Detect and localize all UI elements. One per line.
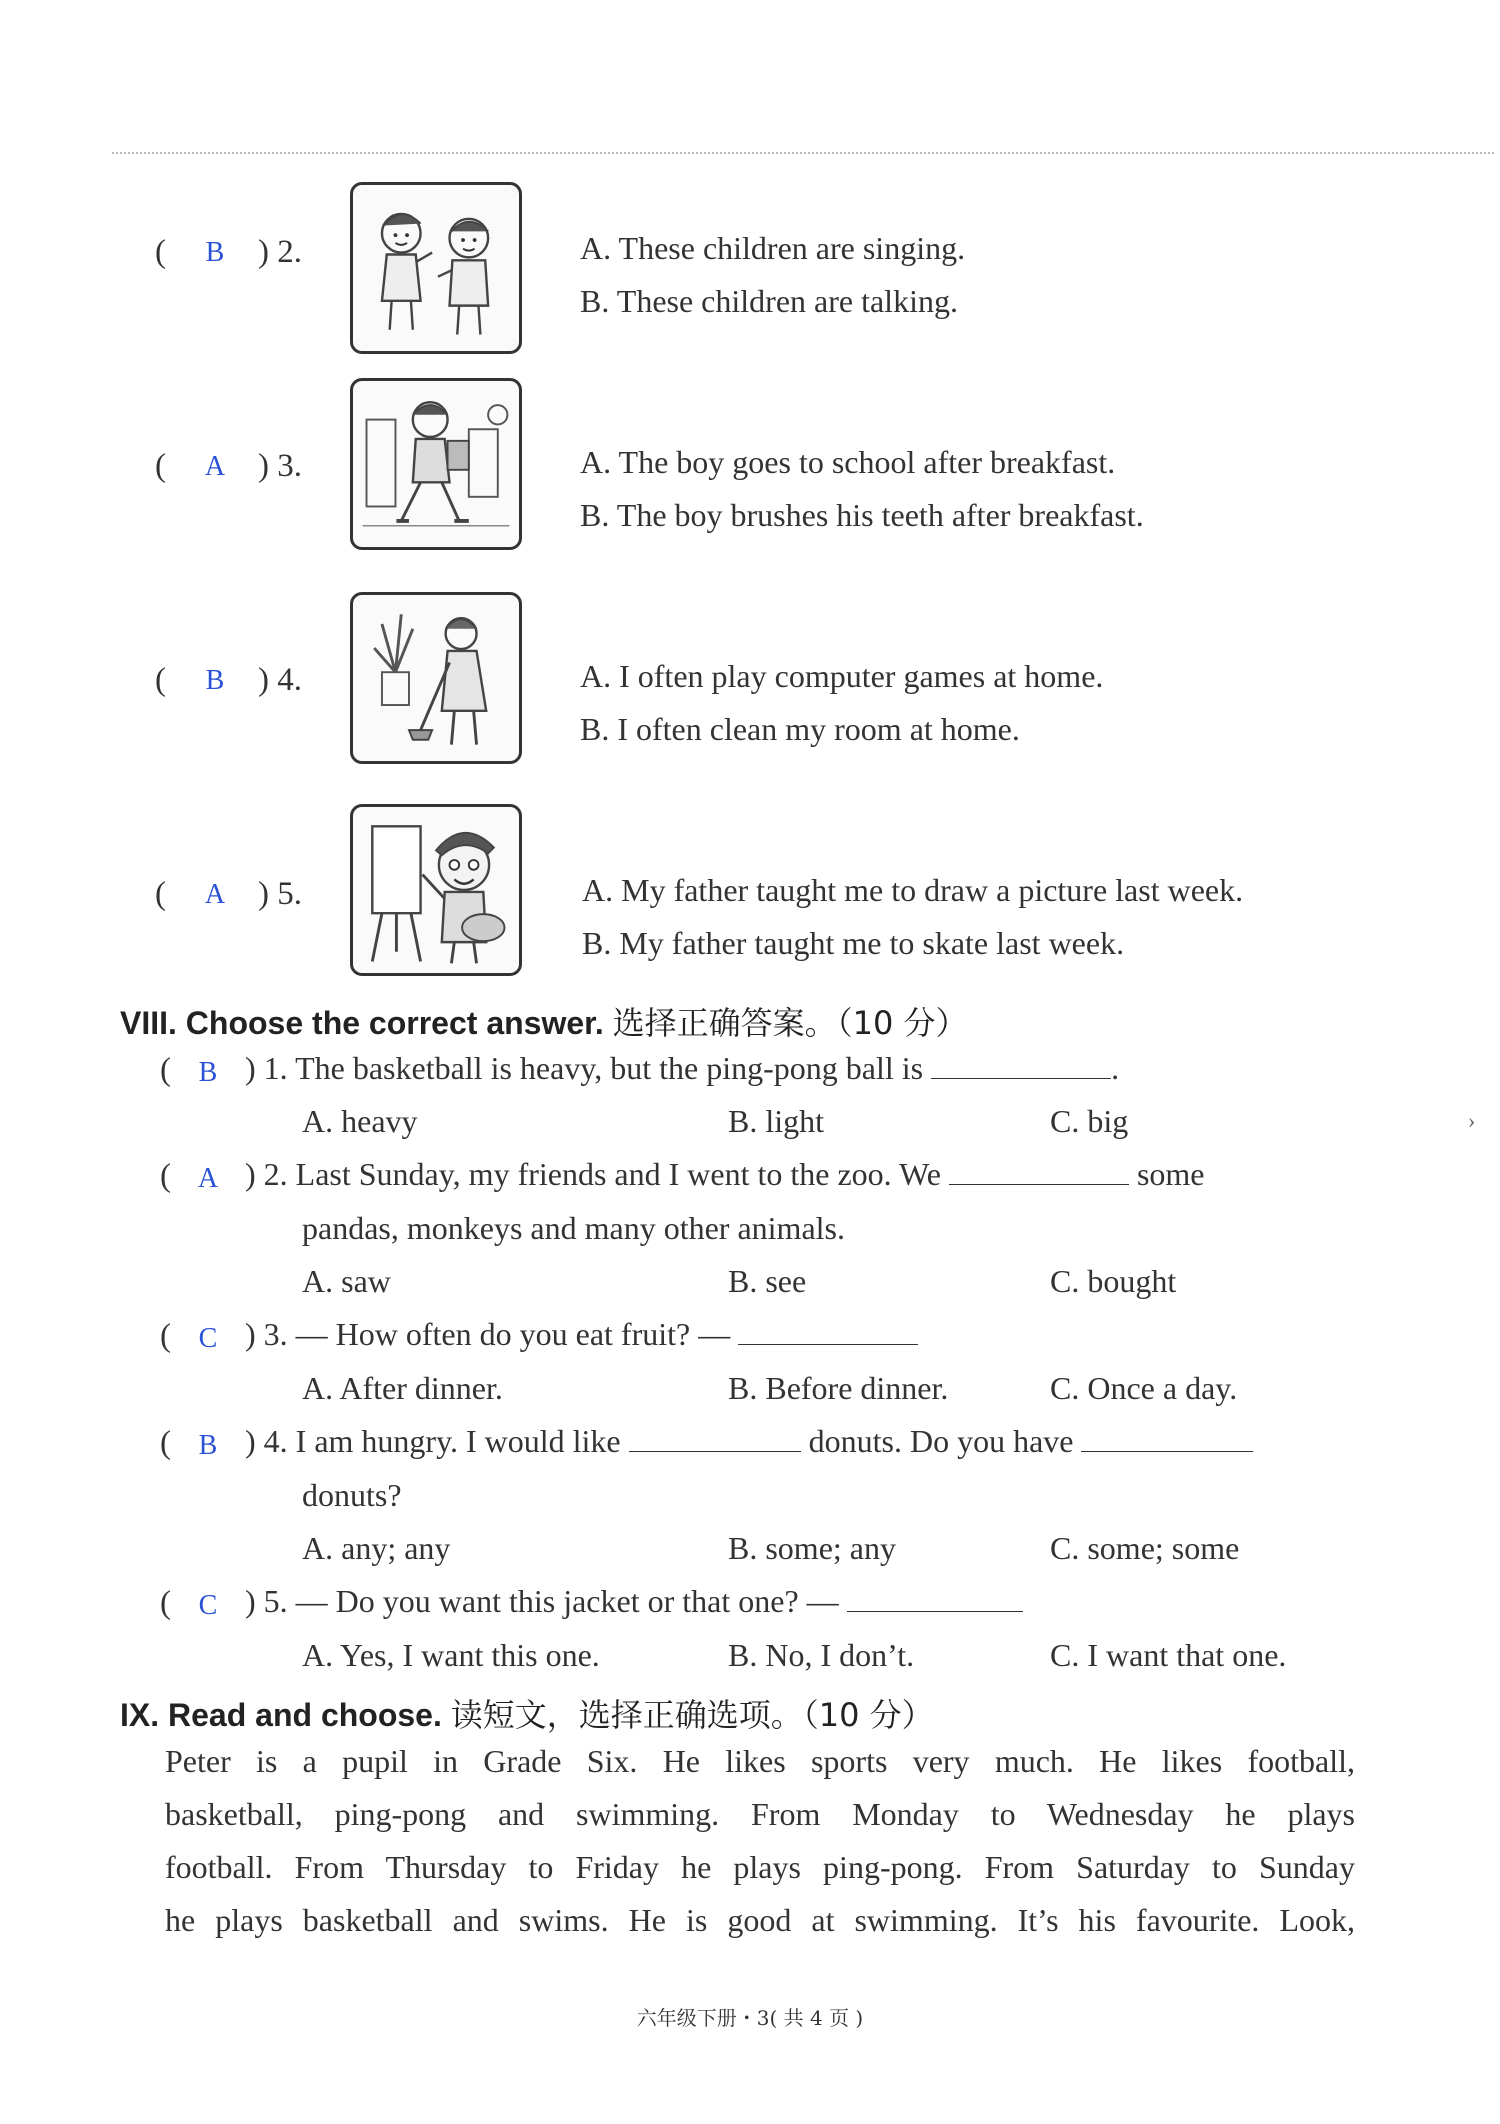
passage-line: Peter is a pupil in Grade Six. He likes sports very much. He likes football, bbox=[165, 1743, 1355, 1779]
question-text-part2: donuts. Do you have bbox=[808, 1423, 1074, 1459]
passage-line: basketball, ping-pong and swimming. From Monday to Wednesday he plays bbox=[165, 1796, 1355, 1832]
option-b: B. light bbox=[728, 1103, 825, 1139]
question-text bbox=[245, 1050, 1119, 1087]
question-text-part1: ) 3. — How often do you eat fruit? — bbox=[245, 1316, 731, 1352]
two-children-talking-picture bbox=[350, 182, 522, 354]
option-b: B. I often clean my room at home. bbox=[580, 711, 1020, 747]
girl-sweeping-floor-picture bbox=[350, 592, 522, 764]
question-text-line2: pandas, monkeys and many other animals. bbox=[302, 1210, 845, 1246]
answer-mark: B bbox=[205, 237, 225, 268]
option-a: A. These children are singing. bbox=[580, 230, 966, 266]
question-text-part1: ) 5. — Do you want this jacket or that one? — bbox=[245, 1583, 839, 1619]
answer-mark: B bbox=[205, 665, 225, 696]
answer-mark: B bbox=[198, 1430, 218, 1461]
reading-passage bbox=[165, 1735, 1355, 1947]
answer-blank bbox=[629, 1425, 801, 1452]
answer-blank bbox=[931, 1052, 1111, 1079]
option-c: C. bought bbox=[1050, 1263, 1177, 1299]
paren-open: ( bbox=[155, 448, 166, 484]
option-b: B. No, I don’t. bbox=[728, 1637, 915, 1673]
passage-line: he plays basketball and swims. He is good at swimming. It’s his favourite. Look, bbox=[165, 1902, 1355, 1938]
option-b: B. Before dinner. bbox=[728, 1370, 949, 1406]
question-number: ) 3. bbox=[258, 448, 302, 484]
option-c: C. Once a day. bbox=[1050, 1370, 1238, 1406]
option-a: A. any; any bbox=[302, 1530, 451, 1566]
paren-open: ( bbox=[160, 1425, 171, 1461]
answer-blank bbox=[1081, 1425, 1253, 1452]
page-footer: 六年级下册・3( 共 4 页 ) bbox=[636, 2006, 864, 2030]
boy-walking-to-school-picture bbox=[350, 378, 522, 550]
option-a: A. After dinner. bbox=[302, 1370, 503, 1406]
paren-open: ( bbox=[155, 234, 166, 270]
answer-mark: A bbox=[204, 879, 226, 910]
question-number: ) 5. bbox=[258, 876, 302, 912]
paren-open: ( bbox=[160, 1318, 171, 1354]
question-text-line2: donuts? bbox=[302, 1477, 402, 1513]
question-text-part1: ) 1. The basketball is heavy, but the ping-pong ball is bbox=[245, 1050, 924, 1086]
question-number: ) 4. bbox=[258, 662, 302, 698]
question-text-part2: some bbox=[1136, 1156, 1205, 1192]
section-title-cn: 读短文，选择正确选项。（10 分） bbox=[450, 1696, 934, 1734]
option-c: C. some; some bbox=[1050, 1530, 1240, 1566]
answer-blank bbox=[949, 1158, 1129, 1185]
option-a: A. Yes, I want this one. bbox=[302, 1637, 600, 1673]
margin-mark: › bbox=[1468, 1108, 1476, 1133]
option-b: B. see bbox=[728, 1263, 807, 1299]
answer-mark: B bbox=[198, 1057, 218, 1088]
section-viii-heading bbox=[120, 998, 968, 1044]
question-text bbox=[245, 1583, 1023, 1620]
answer-mark: A bbox=[204, 451, 226, 482]
answer-blank bbox=[738, 1318, 918, 1345]
question-text-part1: ) 2. Last Sunday, my friends and I went to the zoo. We bbox=[245, 1156, 941, 1192]
section-title-en: VIII. Choose the correct answer. bbox=[120, 1005, 604, 1041]
option-c: C. I want that one. bbox=[1050, 1637, 1287, 1673]
top-dotted-rule bbox=[112, 152, 1494, 154]
paren-open: ( bbox=[160, 1052, 171, 1088]
boy-painting-easel-picture bbox=[350, 804, 522, 976]
paren-open: ( bbox=[155, 662, 166, 698]
question-text bbox=[245, 1156, 1204, 1193]
section-ix-heading bbox=[120, 1690, 934, 1736]
option-b: B. My father taught me to skate last week. bbox=[582, 925, 1125, 961]
passage-line: football. From Thursday to Friday he plays ping-pong. From Saturday to Sunday bbox=[165, 1849, 1355, 1885]
option-a: A. My father taught me to draw a picture last week. bbox=[582, 872, 1244, 908]
question-text-part1: ) 4. I am hungry. I would like bbox=[245, 1423, 621, 1459]
question-text bbox=[245, 1423, 1253, 1460]
option-c: C. big bbox=[1050, 1103, 1129, 1139]
question-text-part2: . bbox=[1111, 1050, 1120, 1086]
option-a: A. I often play computer games at home. bbox=[580, 658, 1104, 694]
option-a: A. The boy goes to school after breakfast. bbox=[580, 444, 1116, 480]
question-number: ) 2. bbox=[258, 234, 302, 270]
question-text bbox=[245, 1316, 918, 1353]
paren-open: ( bbox=[160, 1158, 171, 1194]
option-b: B. These children are talking. bbox=[580, 283, 958, 319]
answer-blank bbox=[847, 1585, 1023, 1612]
option-a: A. saw bbox=[302, 1263, 391, 1299]
option-a: A. heavy bbox=[302, 1103, 418, 1139]
answer-mark: C bbox=[198, 1590, 218, 1621]
option-b: B. The boy brushes his teeth after breakfast. bbox=[580, 497, 1144, 533]
section-title-en: IX. Read and choose. bbox=[120, 1697, 442, 1733]
paren-open: ( bbox=[160, 1585, 171, 1621]
option-b: B. some; any bbox=[728, 1530, 896, 1566]
section-title-cn: 选择正确答案。（10 分） bbox=[612, 1004, 968, 1042]
answer-mark: C bbox=[198, 1323, 218, 1354]
paren-open: ( bbox=[155, 876, 166, 912]
answer-mark: A bbox=[197, 1163, 219, 1194]
